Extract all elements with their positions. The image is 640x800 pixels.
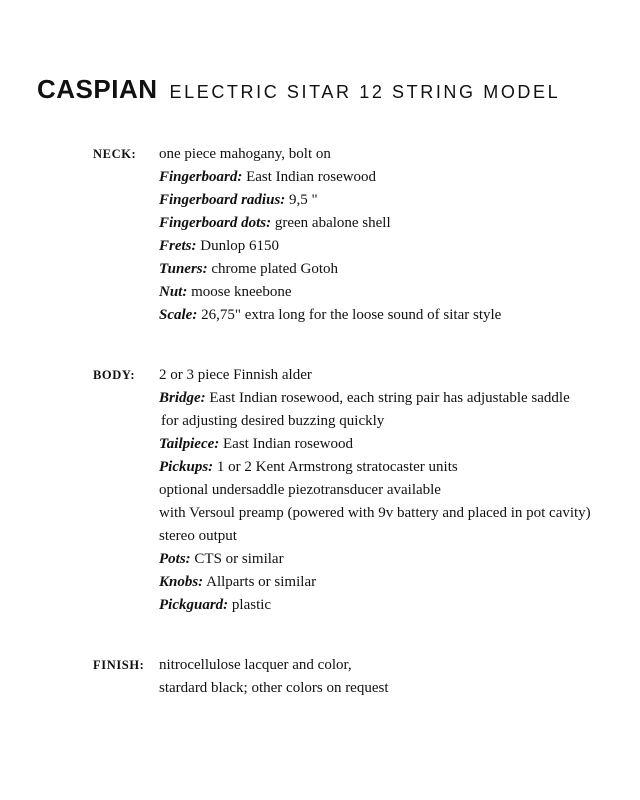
spec-line: [159, 212, 639, 235]
spec-line: [159, 281, 639, 304]
spec-key: Fingerboard radius:: [159, 192, 286, 208]
spec-value: CTS or similar: [190, 551, 284, 567]
finish-spec-list: [159, 654, 639, 700]
spec-key: Pickups:: [159, 459, 214, 475]
spec-value: East Indian rosewood: [219, 436, 353, 452]
spec-line: [159, 387, 639, 410]
neck-label: NECK:: [93, 147, 137, 161]
spec-line: [159, 479, 639, 502]
spec-value: nitrocellulose lacquer and color,: [159, 657, 352, 673]
spec-line: [159, 235, 639, 258]
spec-value: East Indian rosewood: [242, 169, 377, 185]
spec-line: [159, 189, 639, 212]
spec-line: [159, 548, 639, 571]
spec-value: Dunlop 6150: [196, 238, 279, 254]
neck-spec-list: [159, 143, 639, 327]
spec-value: 2 or 3 piece Finnish alder: [159, 367, 312, 383]
spec-line: [159, 654, 639, 677]
spec-key: Pickguard:: [159, 597, 229, 613]
spec-line: [159, 677, 639, 700]
spec-value: 26,75" extra long for the loose sound of sitar style: [197, 307, 502, 323]
spec-line: [159, 433, 639, 456]
document-title: [37, 74, 560, 105]
spec-line: [159, 143, 639, 166]
finish-label: FINISH:: [93, 658, 145, 672]
spec-line: [159, 166, 639, 189]
spec-value: moose kneebone: [187, 284, 292, 300]
spec-value: with Versoul preamp (powered with 9v battery and placed in pot cavity): [159, 505, 591, 521]
body-spec-list: [159, 364, 639, 617]
spec-value: stereo output: [159, 528, 237, 544]
spec-line: [159, 410, 639, 433]
spec-key: Fingerboard:: [159, 169, 243, 185]
model-name: ELECTRIC SITAR 12 STRING MODEL: [169, 82, 561, 102]
spec-value: chrome plated Gotoh: [207, 261, 339, 277]
spec-key: Fingerboard dots:: [159, 215, 272, 231]
body-label: BODY:: [93, 368, 136, 382]
spec-key: Pots:: [159, 551, 191, 567]
spec-key: Bridge:: [159, 390, 206, 406]
spec-value: stardard black; other colors on request: [159, 680, 389, 696]
spec-line: [159, 571, 639, 594]
spec-value: East Indian rosewood, each string pair has adjustable saddle: [205, 390, 570, 406]
spec-value: optional undersaddle piezotransducer available: [159, 482, 441, 498]
spec-key: Frets:: [159, 238, 197, 254]
spec-value: plastic: [228, 597, 272, 613]
spec-key: Knobs:: [159, 574, 204, 590]
spec-line: [159, 594, 639, 617]
spec-line: [159, 502, 639, 525]
spec-key: Tailpiece:: [159, 436, 220, 452]
spec-key: Scale:: [159, 307, 198, 323]
spec-line: [159, 525, 639, 548]
spec-line: [159, 364, 639, 387]
spec-key: Nut:: [159, 284, 188, 300]
spec-value: one piece mahogany, bolt on: [159, 146, 331, 162]
spec-value: green abalone shell: [271, 215, 391, 231]
spec-line: [159, 456, 639, 479]
spec-key: Tuners:: [159, 261, 208, 277]
spec-value: 1 or 2 Kent Armstrong stratocaster units: [213, 459, 458, 475]
spec-value: 9,5 ": [285, 192, 318, 208]
spec-line: [159, 258, 639, 281]
spec-value: Allparts or similar: [203, 574, 317, 590]
brand-name: CASPIAN: [37, 74, 158, 104]
spec-value: for adjusting desired buzzing quickly: [161, 413, 385, 429]
spec-line: [159, 304, 639, 327]
